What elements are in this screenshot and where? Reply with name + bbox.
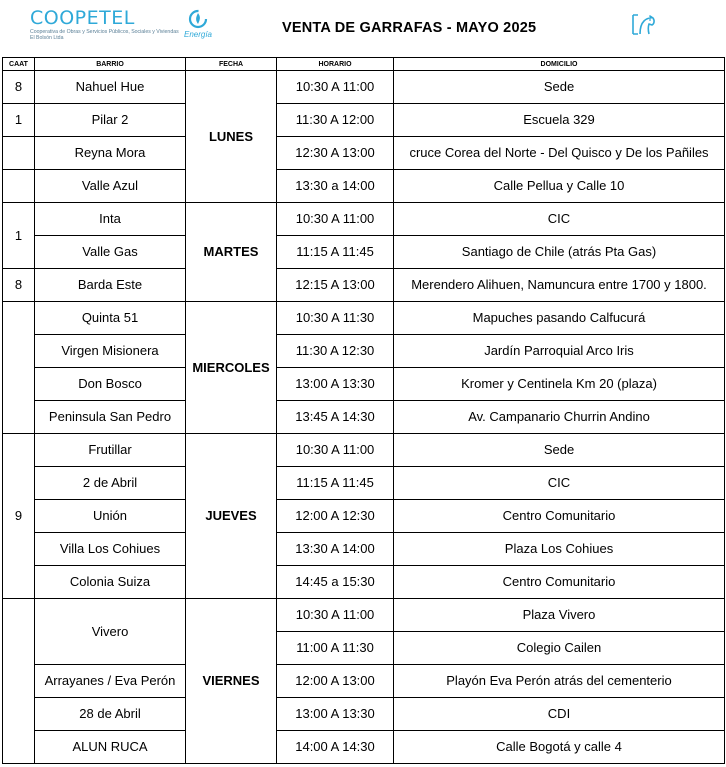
domicilio-cell: cruce Corea del Norte - Del Quisco y De los Pañiles [394, 137, 725, 170]
table-row [3, 137, 725, 170]
table-row [3, 434, 725, 467]
domicilio-cell: Escuela 329 [394, 104, 725, 137]
domicilio-cell: CIC [394, 467, 725, 500]
domicilio-cell: Plaza Los Cohiues [394, 533, 725, 566]
barrio-cell: Unión [35, 500, 186, 533]
barrio-cell: Quinta 51 [35, 302, 186, 335]
energia-flame-icon [187, 8, 209, 30]
barrio-cell: Inta [35, 203, 186, 236]
domicilio-cell: Merendero Alihuen, Namuncura entre 1700 y 1800. [394, 269, 725, 302]
horario-cell: 14:45 a 15:30 [277, 566, 394, 599]
document-header [2, 2, 724, 56]
schedule-table [2, 57, 725, 764]
barrio-cell: Valle Gas [35, 236, 186, 269]
fecha-cell: JUEVES [186, 434, 277, 599]
caat-cell: 1 [3, 104, 35, 137]
barrio-cell: 2 de Abril [35, 467, 186, 500]
domicilio-cell: Sede [394, 434, 725, 467]
table-row [3, 467, 725, 500]
table-row [3, 368, 725, 401]
caat-cell: 9 [3, 434, 35, 599]
horario-cell: 14:00 A 14:30 [277, 731, 394, 764]
table-row [3, 401, 725, 434]
coopetel-logo-word: COOPETEL [30, 7, 135, 29]
table-row [3, 71, 725, 104]
barrio-cell: Frutillar [35, 434, 186, 467]
domicilio-cell: Centro Comunitario [394, 566, 725, 599]
domicilio-cell: Calle Pellua y Calle 10 [394, 170, 725, 203]
coopetel-logo [30, 8, 180, 41]
caat-cell: 8 [3, 71, 35, 104]
domicilio-cell: Calle Bogotá y calle 4 [394, 731, 725, 764]
domicilio-cell: Centro Comunitario [394, 500, 725, 533]
energia-label: Energía [183, 30, 213, 39]
domicilio-cell: Playón Eva Perón atrás del cementerio [394, 665, 725, 698]
horario-cell: 12:15 A 13:00 [277, 269, 394, 302]
table-row [3, 698, 725, 731]
table-row [3, 104, 725, 137]
horario-cell: 10:30 A 11:30 [277, 302, 394, 335]
domicilio-cell: Jardín Parroquial Arco Iris [394, 335, 725, 368]
table-row [3, 599, 725, 632]
barrio-cell: Don Bosco [35, 368, 186, 401]
domicilio-cell: CDI [394, 698, 725, 731]
horario-cell: 12:30 A 13:00 [277, 137, 394, 170]
domicilio-cell: Colegio Cailen [394, 632, 725, 665]
document-title: VENTA DE GARRAFAS - MAYO 2025 [282, 20, 537, 36]
horse-logo-icon [628, 10, 658, 45]
col-header-caat: CAAT [3, 58, 35, 71]
table-row [3, 665, 725, 698]
table-row [3, 302, 725, 335]
domicilio-cell: Santiago de Chile (atrás Pta Gas) [394, 236, 725, 269]
domicilio-cell: Sede [394, 71, 725, 104]
horario-cell: 10:30 A 11:00 [277, 599, 394, 632]
horario-cell: 10:30 A 11:00 [277, 203, 394, 236]
barrio-cell: ALUN RUCA [35, 731, 186, 764]
col-header-fecha: FECHA [186, 58, 277, 71]
barrio-cell: 28 de Abril [35, 698, 186, 731]
col-header-domicilio: DOMICILIO [394, 58, 725, 71]
horario-cell: 13:30 A 14:00 [277, 533, 394, 566]
horario-cell: 13:00 A 13:30 [277, 698, 394, 731]
table-row [3, 170, 725, 203]
horario-cell: 11:30 A 12:00 [277, 104, 394, 137]
col-header-horario: HORARIO [277, 58, 394, 71]
domicilio-cell: CIC [394, 203, 725, 236]
barrio-cell: Barda Este [35, 269, 186, 302]
barrio-cell: Nahuel Hue [35, 71, 186, 104]
horario-cell: 13:45 A 14:30 [277, 401, 394, 434]
barrio-cell: Vivero [35, 599, 186, 665]
horario-cell: 11:00 A 11:30 [277, 632, 394, 665]
horario-cell: 13:00 A 13:30 [277, 368, 394, 401]
fecha-cell: VIERNES [186, 599, 277, 764]
horario-cell: 11:15 A 11:45 [277, 236, 394, 269]
fecha-cell: LUNES [186, 71, 277, 203]
horario-cell: 10:30 A 11:00 [277, 434, 394, 467]
barrio-cell: Reyna Mora [35, 137, 186, 170]
barrio-cell: Colonia Suiza [35, 566, 186, 599]
caat-cell [3, 170, 35, 203]
table-header-row [3, 58, 725, 71]
barrio-cell: Arrayanes / Eva Perón [35, 665, 186, 698]
energia-logo [178, 8, 218, 39]
table-row [3, 566, 725, 599]
table-row [3, 269, 725, 302]
barrio-cell: Peninsula San Pedro [35, 401, 186, 434]
caat-cell [3, 599, 35, 764]
table-row [3, 500, 725, 533]
horario-cell: 12:00 A 13:00 [277, 665, 394, 698]
barrio-cell: Virgen Misionera [35, 335, 186, 368]
domicilio-cell: Plaza Vivero [394, 599, 725, 632]
table-row [3, 236, 725, 269]
barrio-cell: Pilar 2 [35, 104, 186, 137]
caat-cell: 1 [3, 203, 35, 269]
horario-cell: 13:30 a 14:00 [277, 170, 394, 203]
table-row [3, 533, 725, 566]
horario-cell: 11:30 A 12:30 [277, 335, 394, 368]
table-row [3, 335, 725, 368]
coopetel-logo-subtitle: Cooperativa de Obras y Servicios Públicos, Sociales y Viviendas El Bolsón Ltda [30, 29, 179, 41]
caat-cell [3, 137, 35, 170]
table-row [3, 203, 725, 236]
barrio-cell: Valle Azul [35, 170, 186, 203]
col-header-barrio: BARRIO [35, 58, 186, 71]
caat-cell: 8 [3, 269, 35, 302]
horario-cell: 10:30 A 11:00 [277, 71, 394, 104]
domicilio-cell: Mapuches pasando Calfucurá [394, 302, 725, 335]
fecha-cell: MARTES [186, 203, 277, 302]
domicilio-cell: Kromer y Centinela Km 20 (plaza) [394, 368, 725, 401]
caat-cell [3, 302, 35, 434]
domicilio-cell: Av. Campanario Churrin Andino [394, 401, 725, 434]
barrio-cell: Villa Los Cohiues [35, 533, 186, 566]
horario-cell: 12:00 A 12:30 [277, 500, 394, 533]
fecha-cell: MIERCOLES [186, 302, 277, 434]
horario-cell: 11:15 A 11:45 [277, 467, 394, 500]
table-row [3, 731, 725, 764]
